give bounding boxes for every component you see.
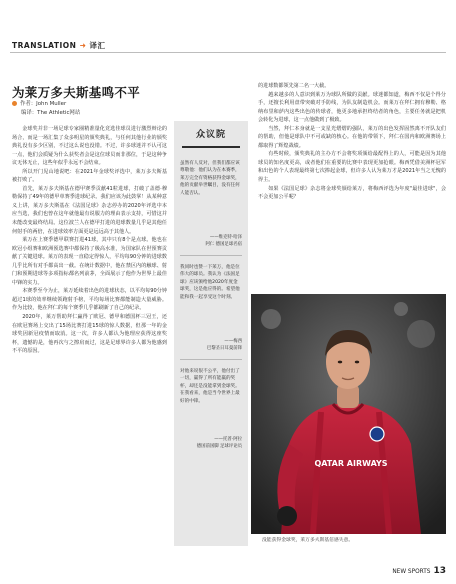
body-paragraph: 越来越多的人意识到莱万为球队所做的贡献。球迷都知道，梅西不仅是个得分手，还擅长利用盘带突破对手防线，为队友制造机会。而莱万在拜仁拥有穆勒、格纳布里和萨内这些出色的传球者，他更多地承担终结者的角色，主要任务就是把机会转化为进球，这一点他做到了极致。 — [258, 91, 446, 124]
arrow-icon: ➜ — [79, 41, 87, 50]
body-paragraph: 金球奖并非一场足球专家圈精准量化竞选佳球员进行激烈辩论的场合，而是一场汇集了众多明星的颁奖典礼，与任何其他行业的颁奖典礼没有多少区别，不过这么说也没错。不过，许多球迷并不认可这一点，他们会质疑为什么获奖者会是这位球员而非那位，于是这种争议无休无止，这些年似乎永远不会结束。 — [12, 126, 167, 167]
sidebar-quote-source: ——梅西 巴黎圣日耳曼前锋 — [206, 339, 242, 351]
sidebar-separator — [180, 359, 242, 360]
section-label-cn: 译汇 — [89, 41, 106, 50]
body-paragraph: 如果《法国足球》杂志将金球奖颁给莱万，将梅西评选为年度"最佳进球"，会不会更加公平呢？ — [258, 185, 446, 201]
body-paragraph: 有些时候，颁奖典礼的主办方不会将奖项颁给最配得上的人，可能是因为其他球员的知名度更高，或者他们在重要的比赛中表现更加抢眼。梅西凭借美洲杯冠军和出色的个人表现最终第七次捧起金球，但许多人认为莱万才是2021年当之无愧的得主。 — [258, 151, 446, 184]
player-photo — [251, 294, 446, 534]
section-label-en: TRANSLATION — [12, 41, 77, 50]
author-line — [12, 99, 66, 107]
body-paragraph: 2020年，莱万帮助拜仁赢得了欧冠、德甲和德国杯三冠王，还在欧冠赛场上交出了15场比赛打进15球的惊人数据，但那一年的金球奖因新冠疫情而取消。这一次，许多人都认为他理应获得这座奖杯，遗憾的是，他再次与之擦肩而过，这是足球界许多人都为他感到不平的原因。 — [12, 314, 167, 355]
author-label: 作者：John Muller — [20, 101, 67, 107]
header-divider — [10, 52, 446, 53]
body-paragraph: 本赛季至今为止，莱万延续着出色的进球状态，以平均每90分钟超过1球的效率继续领跑射手榜，平均每场比赛都能制造大量威胁。作为比较，他在拜仁的每个赛季几乎都刷新了自己的纪录。 — [12, 288, 167, 312]
bullet-dot-icon — [12, 101, 17, 106]
sidebar-rule — [182, 146, 240, 148]
translator-line: 编译：The Athletic网站 — [21, 110, 81, 116]
body-paragraph: 当然，拜仁本身就是一支星光熠熠的强队，莱万的出色发挥固然离不开队友们的帮助，但他是球队中不可或缺的核心。在他的带领下，拜仁在国内和欧洲赛场上都取得了辉煌战绩。 — [258, 125, 446, 149]
shirt-sponsor-text: QATAR AIRWAYS — [314, 459, 388, 468]
body-paragraph: 莱万在上赛季德甲联赛打进41球，其中只有8个是点球。他也在欧冠小组赛和欧洲预选赛中都保持了极高水准，为国家队在世预赛贡献了关键进球。莱万的表现一直稳定得惊人，平均每90分钟的进球数几乎比所有对手都高出一截。在统计数据中，他在禁区内的触球、射门和预期进球等多项指标都名列前茅，全面展示了他作为世界上最佳中锋的实力。 — [12, 237, 167, 286]
body-paragraph: 所以开门见山地说吧：在2021年金球奖评选中，莱万多夫斯基被打败了。 — [12, 168, 167, 184]
body-paragraph: 首先，莱万多夫斯基在德甲赛季贡献41粒进球，打破了盖德·穆勒保持了49年的德甲单赛季进球纪录。我们应该为此鼓掌！从某种意义上讲，莱万多夫斯基在《法国足球》杂志停办的2020年评选中本应当选，我们也曾在这年就他最有说服力的理由表示支持，可惜这并未能改变最终结局。这位波兰人在德甲打进的进球数量几乎是其他任何射手的两倍，在进球效率方面更是远远高于其他人。 — [12, 185, 167, 235]
player-illustration — [251, 294, 446, 534]
body-column-right — [258, 82, 446, 202]
body-column-left — [12, 125, 167, 356]
sidebar-quote-source: ——托普·阿拉 德国前国脚 足球评论员 — [196, 437, 242, 449]
section-label — [12, 40, 105, 51]
article-title: 为莱万多夫斯基鸣不平 — [12, 85, 141, 100]
sidebar-panel — [174, 121, 248, 546]
magazine-name: NEW SPORTS — [392, 569, 431, 575]
sidebar-separator — [180, 255, 242, 256]
sidebar-quote: 虽然有人反对，但我们都应该尊敬他：他们认为在本赛季，莱万完全有资格获得金球奖，他的贡献举世瞩目，没有任何人能否认。 — [180, 161, 240, 196]
photo-caption: 没能获得金球奖，莱万多夫斯基倍感失意。 — [262, 538, 354, 543]
body-paragraph: 的进球数都领先第二名一大截。 — [258, 83, 330, 89]
sidebar-quote: 对他来说很不公平，他付出了一切，赢得了所有能赢的奖杯，却还是没能拿到金球奖。在我看来，他是当今世界上最好的中锋。 — [180, 369, 240, 404]
sidebar-quote-source: ——维克特·哈泽 阿仁 德国足球名宿 — [205, 235, 242, 247]
sidebar-quote: 我同时也赞一下莱万，他是位伟大的球员。我认为《法国足球》应该颁给他2020年度金球奖，这是他应得的。希望他能和我一起享受这个时刻。 — [180, 265, 240, 300]
sidebar-title: 众议院 — [195, 130, 226, 140]
page-number: 13 — [433, 566, 446, 576]
page-footer — [392, 566, 446, 576]
